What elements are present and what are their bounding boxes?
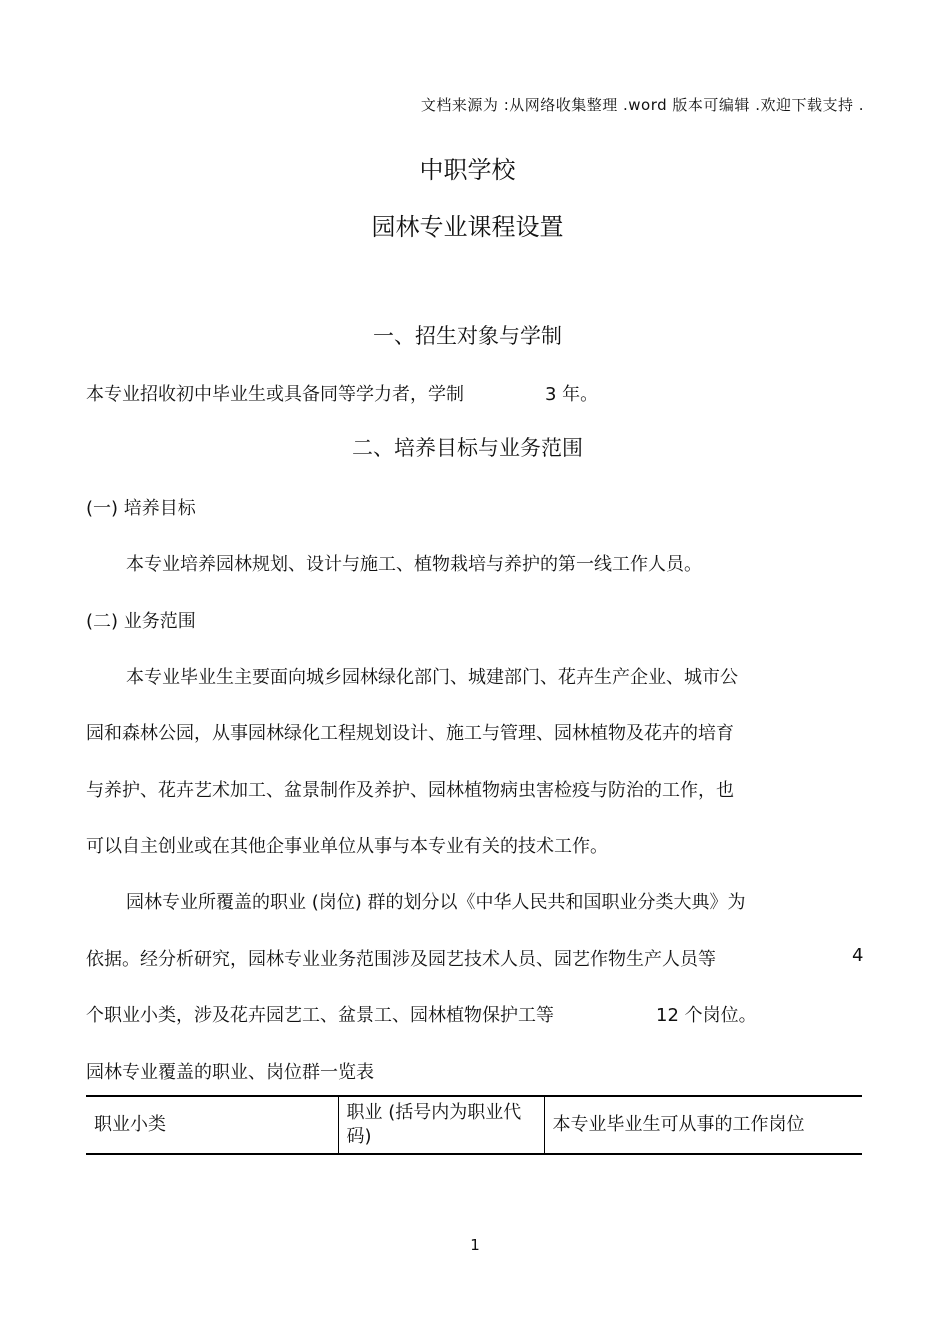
scope-line: 园和森林公园，从事园林绿化工程规划设计、施工与管理、园林植物及花卉的培育 xyxy=(86,723,734,744)
scope-line: 与养护、花卉艺术加工、盆景制作及养护、园林植物病虫害检疫与防治的工作，也 xyxy=(86,780,734,801)
column-header: 职业 (括号内为职业代码) xyxy=(338,1096,544,1154)
page-number: 1 xyxy=(470,1236,480,1254)
coverage-line: 个职业小类，涉及花卉园艺工、盆景工、园林植物保护工等 xyxy=(86,1005,554,1026)
scope-line: 可以自主创业或在其他企事业单位从事与本专业有关的技术工作。 xyxy=(86,836,608,857)
training-goal-text: 本专业培养园林规划、设计与施工、植物栽培与养护的第一线工作人员。 xyxy=(126,554,702,575)
scope-line: 本专业毕业生主要面向城乡园林绿化部门、城建部门、花卉生产企业、城市公 xyxy=(126,667,738,688)
occupation-table xyxy=(86,1095,862,1155)
table-caption: 园林专业覆盖的职业、岗位群一览表 xyxy=(86,1062,374,1083)
table-header-row xyxy=(86,1096,862,1154)
occupation-category-count: 4 xyxy=(852,945,864,966)
column-header: 职业小类 xyxy=(86,1096,338,1154)
document-title: 中职学校 xyxy=(419,156,516,184)
column-header: 本专业毕业生可从事的工作岗位 xyxy=(544,1096,862,1154)
enrollment-text: 本专业招收初中毕业生或具备同等学力者，学制 xyxy=(86,384,464,405)
document-subtitle: 园林专业课程设置 xyxy=(371,213,564,241)
coverage-line: 园林专业所覆盖的职业 (岗位) 群的划分以《中华人民共和国职业分类大典》为 xyxy=(126,892,746,913)
study-years: 3 年。 xyxy=(545,384,599,405)
section-heading-goals-scope: 二、培养目标与业务范围 xyxy=(352,436,583,460)
section-heading-enrollment: 一、招生对象与学制 xyxy=(373,324,562,348)
coverage-line: 依据。经分析研究，园林专业业务范围涉及园艺技术人员、园艺作物生产人员等 xyxy=(86,949,716,970)
position-count: 12 个岗位。 xyxy=(656,1005,757,1026)
subheading-training-goal: (一) 培养目标 xyxy=(86,498,196,519)
subheading-business-scope: (二) 业务范围 xyxy=(86,611,196,632)
source-note: 文档来源为 :从网络收集整理 .word 版本可编辑 .欢迎下载支持 . xyxy=(420,96,864,114)
